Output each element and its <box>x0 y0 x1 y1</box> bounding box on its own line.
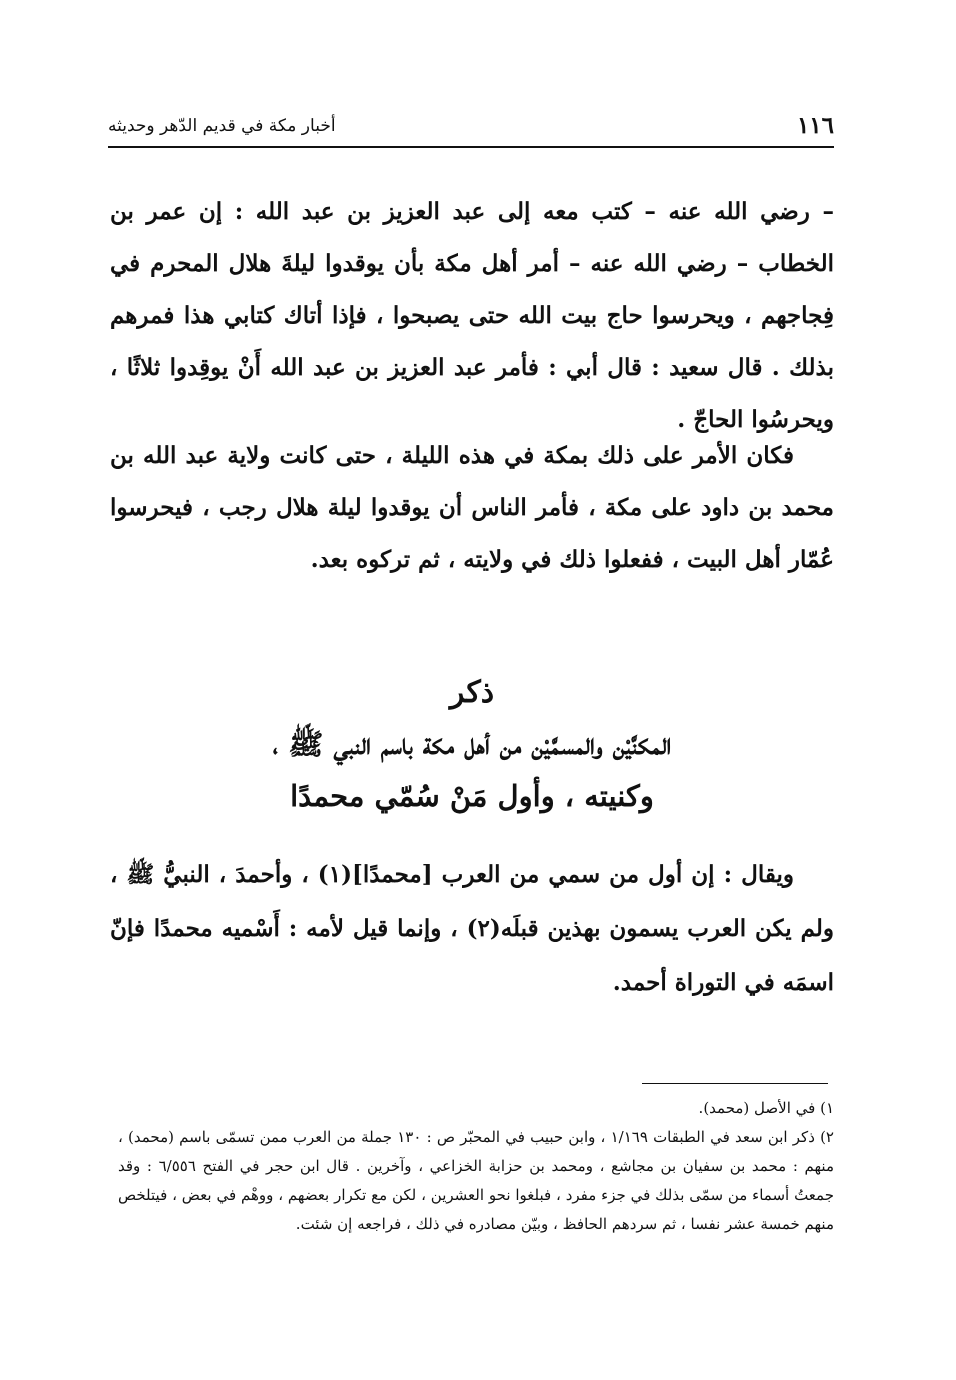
running-title: أخبار مكة في قديم الدّهر وحديثه <box>108 116 336 136</box>
footnote: ٢) ذكر ابن سعد في الطبقات ١/١٦٩ ، وابن حبيب في المحبّر ص : ١٣٠ جملة من العرب ممن تسمّى باسم (محمد) ، منهم : محمد بن سفيان بن مجاشع ، ومحمد بن حزابة الخزاعي ، وآخرين . قال ابن حجر في الفتح ٦/٥٥٦ : وقد جمعتُ أسماء من سمّى بذلك في جزء مفرد ، فبلغوا نحو العشرين ، لكن مع تكرار بعضهم ، ووهْم في بعض ، فيتلخص منهم خمسة عشر نفسا ، ثم سردهم الحافظ ، وبيّن مصادره في ذلك ، فراجعه إن شئت. <box>118 1128 834 1233</box>
body-paragraph: – رضي الله عنه – كتب معه إلى عبد العزيز بن عبد الله : إن عمر بن الخطاب – رضي الله عنه – أمر أهل مكة بأن يوقدوا ليلةَ هلال المحرم في فِجاجهم ، ويحرسوا حاج بيت الله حتى يصبحوا ، فإذا أتاك كتابي هذا فمرهم بذلك . قال سعيد : قال أبي : فأمر عبد العزيز بن عبد الله أَنْ يوقِدوا ثلاثًا ، ويحرسُوا الحاجّ . <box>110 198 835 433</box>
body-paragraph: ويقال : إن أول من سمي من العرب [محمدًا](١) ، وأحمدَ ، النبيُّ ﷺ ، ولم يكن العرب يسمون بهذين قبلَه(٢) ، وإنما قيل لأمه : أَسْميه محمدًا فإنّ اسمَه في التوراة أحمد. <box>110 861 834 996</box>
page-number: ١١٦ <box>796 112 834 139</box>
heading-line: وكنيته ، وأول مَنْ سُمّي محمدًا <box>290 779 654 813</box>
footnotes <box>118 1094 834 1239</box>
heading-line: المكنَّيْن والمسمَّيْن من أهل مكة باسم النبي ﷺ ، <box>272 727 672 761</box>
section-heading <box>110 668 834 822</box>
heading-dhikr: ذكر <box>449 675 495 710</box>
body-paragraph: فكان الأمر على ذلك بمكة في هذه الليلة ، حتى كانت ولاية عبد الله بن محمد بن داود على مكة ، فأمر الناس أن يوقدوا ليلة هلال رجب ، فيحرسوا عُمّار أهل البيت ، ففعلوا ذلك في ولايته ، ثم تركوه بعد. <box>110 442 834 573</box>
footnote-separator <box>642 1083 828 1084</box>
page-header <box>108 110 834 148</box>
footnote: ١) في الأصل (محمد). <box>698 1099 834 1117</box>
